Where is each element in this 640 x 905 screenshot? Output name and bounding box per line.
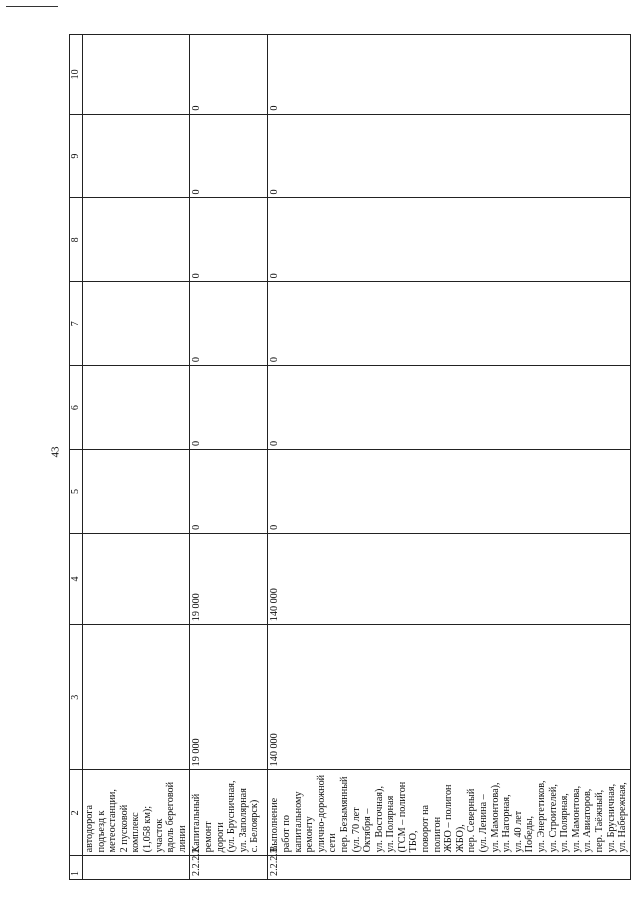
description-line: ул. Восточная), (373, 786, 385, 853)
value-cell-col-7: 0 (268, 282, 631, 366)
description-line: ул. Авиаторов, (582, 788, 594, 853)
description-line: ул. Строителей, (547, 784, 559, 853)
description-line: капитальному ремонту (292, 791, 316, 853)
description-line: ул. Набережная, (617, 782, 629, 853)
description-line: (ул. Брусничная, (226, 780, 238, 853)
value-cell-col-9: 0 (190, 114, 268, 198)
table-row (268, 35, 631, 880)
value-cell-col-5: 0 (268, 450, 631, 534)
header-cell-4: 4 (70, 533, 83, 624)
description-line: (1,058 км); участок (141, 805, 165, 853)
value-cell-col-7: 0 (190, 282, 268, 366)
rotated-table-wrapper (69, 34, 631, 880)
description-line: ул. Заполярная (237, 788, 249, 853)
header-cell-9: 9 (70, 114, 83, 198)
header-cell-2: 2 (70, 770, 83, 856)
header-cell-7: 7 (70, 282, 83, 366)
row-description-cell (83, 770, 190, 856)
header-cell-10: 10 (70, 35, 83, 115)
value-cell-col-3 (83, 625, 190, 770)
row-description-cell (268, 770, 631, 856)
page-number: 43 (49, 446, 62, 458)
value-cell-col-5: 0 (190, 450, 268, 534)
description-line: ул. Мамонтова, (570, 785, 582, 853)
description-line: Капитальный ремонт (191, 793, 214, 853)
description-line: (ул. Ленина – (478, 794, 490, 853)
header-cell-3: 3 (70, 625, 83, 770)
description-line: с. Белоярск) (249, 799, 261, 853)
description-line: дороги (214, 822, 226, 853)
table-body (83, 35, 631, 880)
description-line: улично-дорожной сети (315, 774, 339, 853)
row-code-cell: 2.2.2.2. (190, 856, 268, 880)
value-cell-col-8: 0 (190, 198, 268, 282)
description-line: ул. Полярная (385, 795, 397, 853)
description-line: 2 пусковой комплекс (118, 804, 142, 853)
value-cell-col-9: 0 (268, 114, 631, 198)
value-cell-col-4: 19 000 (190, 533, 268, 624)
description-line: поворот на полигон (420, 804, 443, 853)
header-cell-5: 5 (70, 450, 83, 534)
scan-edge-line (6, 6, 58, 7)
description-line: ул. Полярная, (559, 793, 571, 853)
header-cell-6: 6 (70, 366, 83, 450)
value-cell-col-6 (83, 366, 190, 450)
description-line: пер. Безымянный (338, 776, 350, 853)
description-line: ул. 40 лет Победы, (512, 810, 536, 853)
value-cell-col-8 (83, 198, 190, 282)
value-cell-col-4 (83, 533, 190, 624)
value-cell-col-3: 19 000 (190, 625, 268, 770)
value-cell-col-7 (83, 282, 190, 366)
value-cell-col-4: 140 000 (268, 533, 631, 624)
value-cell-col-10 (83, 35, 190, 115)
value-cell-col-6: 0 (190, 366, 268, 450)
value-cell-col-3: 140 000 (268, 625, 631, 770)
value-cell-col-5 (83, 450, 190, 534)
value-cell-col-9 (83, 114, 190, 198)
description-line: ул. Энергетиков, (536, 780, 547, 853)
description-line: пер. Северный (466, 788, 478, 853)
description-line: ул. Нагорная, (501, 794, 513, 853)
table-row (83, 35, 190, 880)
description-line: метеостанции, (107, 789, 119, 853)
description-line: ул. Брусничная, (605, 783, 617, 853)
description-line: вдоль береговой линии (165, 781, 188, 853)
header-row (70, 35, 83, 880)
description-line: (ГСМ – полигон ТБО, (396, 781, 420, 853)
table-row (190, 35, 268, 880)
budget-table (69, 34, 631, 880)
description-line: пер. Таёжный, (593, 789, 605, 853)
description-line: (ул. 70 лет Октября – (350, 807, 374, 853)
value-cell-col-8: 0 (268, 198, 631, 282)
row-description-cell (190, 770, 268, 856)
description-line: ЖБО – полигон ЖБО), (443, 784, 466, 853)
value-cell-col-10: 0 (268, 35, 631, 115)
description-line: автодорога подъезд к (84, 804, 107, 853)
row-code-cell (83, 856, 190, 880)
row-code-cell: 2.2.2.3. (268, 856, 631, 880)
description-line: Выполнение работ по (269, 797, 292, 853)
value-cell-col-10: 0 (190, 35, 268, 115)
value-cell-col-6: 0 (268, 366, 631, 450)
header-cell-1: 1 (70, 856, 83, 880)
description-line: ул. Мамонтова), (489, 782, 501, 853)
header-cell-8: 8 (70, 198, 83, 282)
